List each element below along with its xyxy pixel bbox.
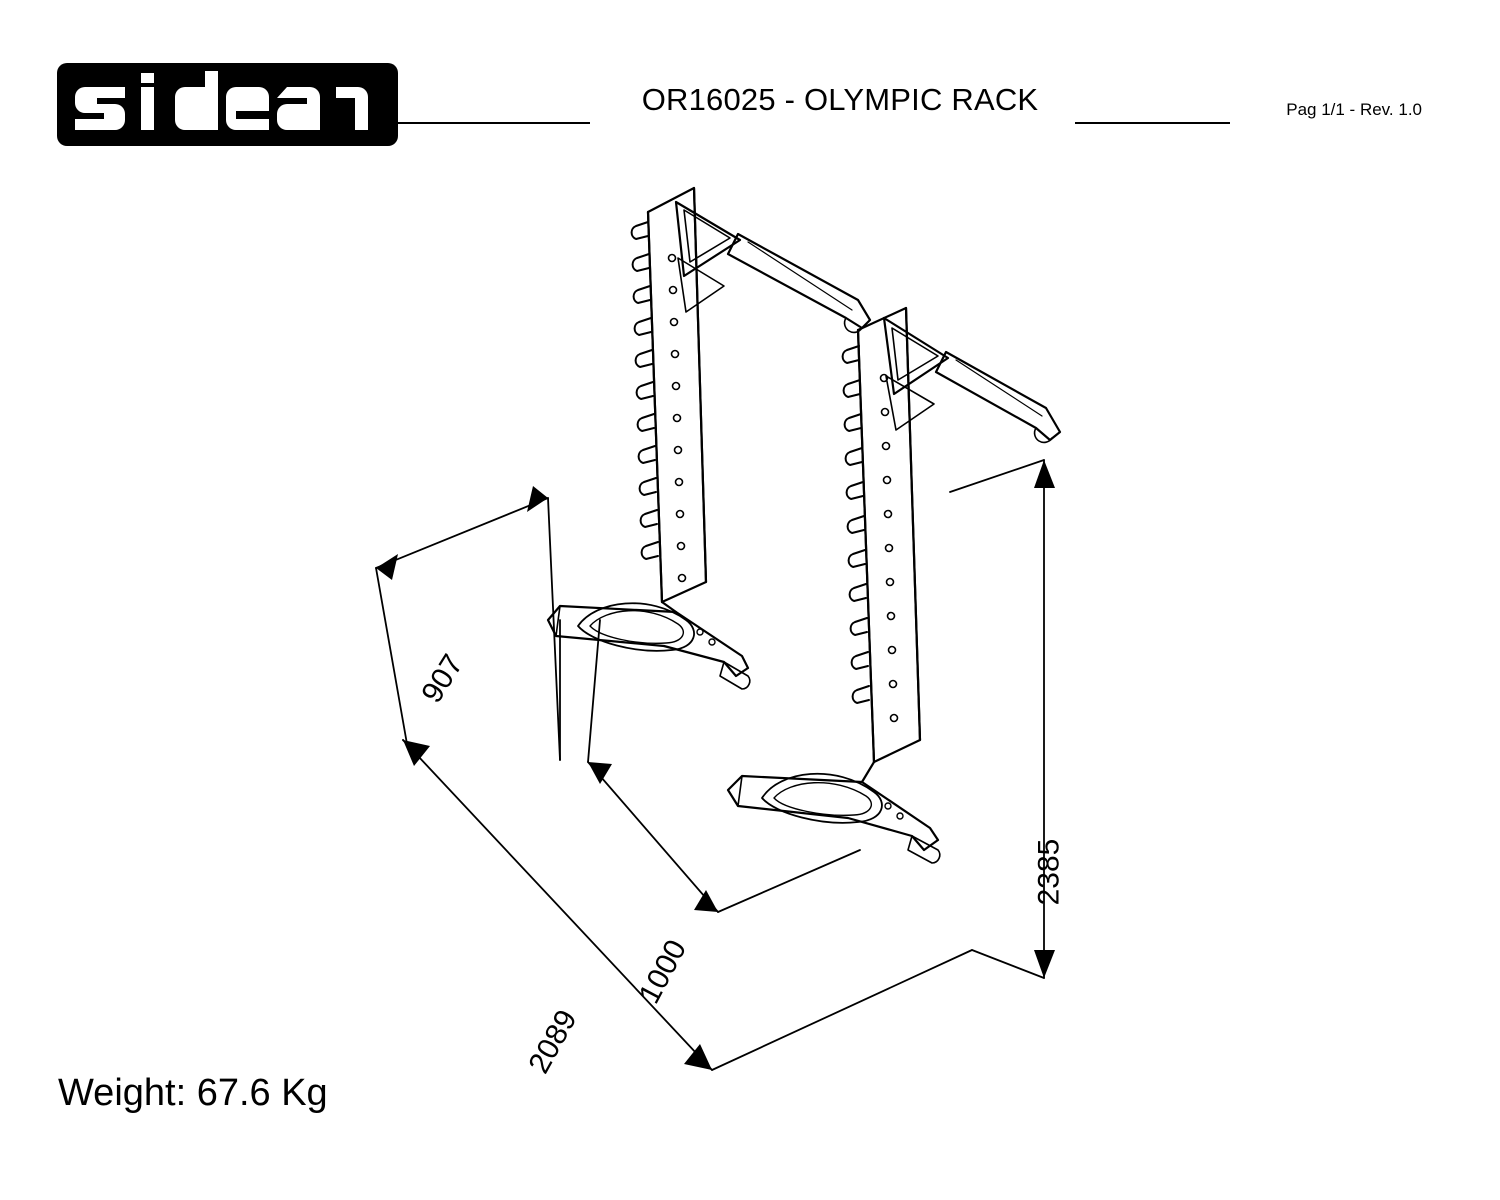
revision-info: Pag 1/1 - Rev. 1.0: [1286, 100, 1422, 119]
upright-rear: [632, 188, 870, 602]
dimension-lines: [376, 460, 1055, 1070]
base-foot-front: [728, 774, 940, 863]
page-title: OR16025 - OLYMPIC RACK: [641, 82, 1039, 117]
header-rule-right: [1075, 122, 1230, 124]
base-foot-rear: [548, 603, 750, 689]
weight-label: Weight: 67.6 Kg: [58, 1072, 328, 1114]
header-rule-left: [398, 122, 590, 124]
upright-front: [843, 308, 1060, 762]
technical-drawing: [0, 150, 1500, 1100]
dimension-label-width: 1000: [632, 934, 694, 1009]
document-header: [0, 0, 1500, 170]
dimension-label-height: 2385: [1032, 838, 1066, 906]
sidea-logo: [55, 57, 400, 152]
rack-geometry: [548, 188, 1060, 863]
dimension-label-footprint: 2089: [522, 1004, 584, 1079]
dimension-label-depth: 907: [415, 648, 470, 709]
